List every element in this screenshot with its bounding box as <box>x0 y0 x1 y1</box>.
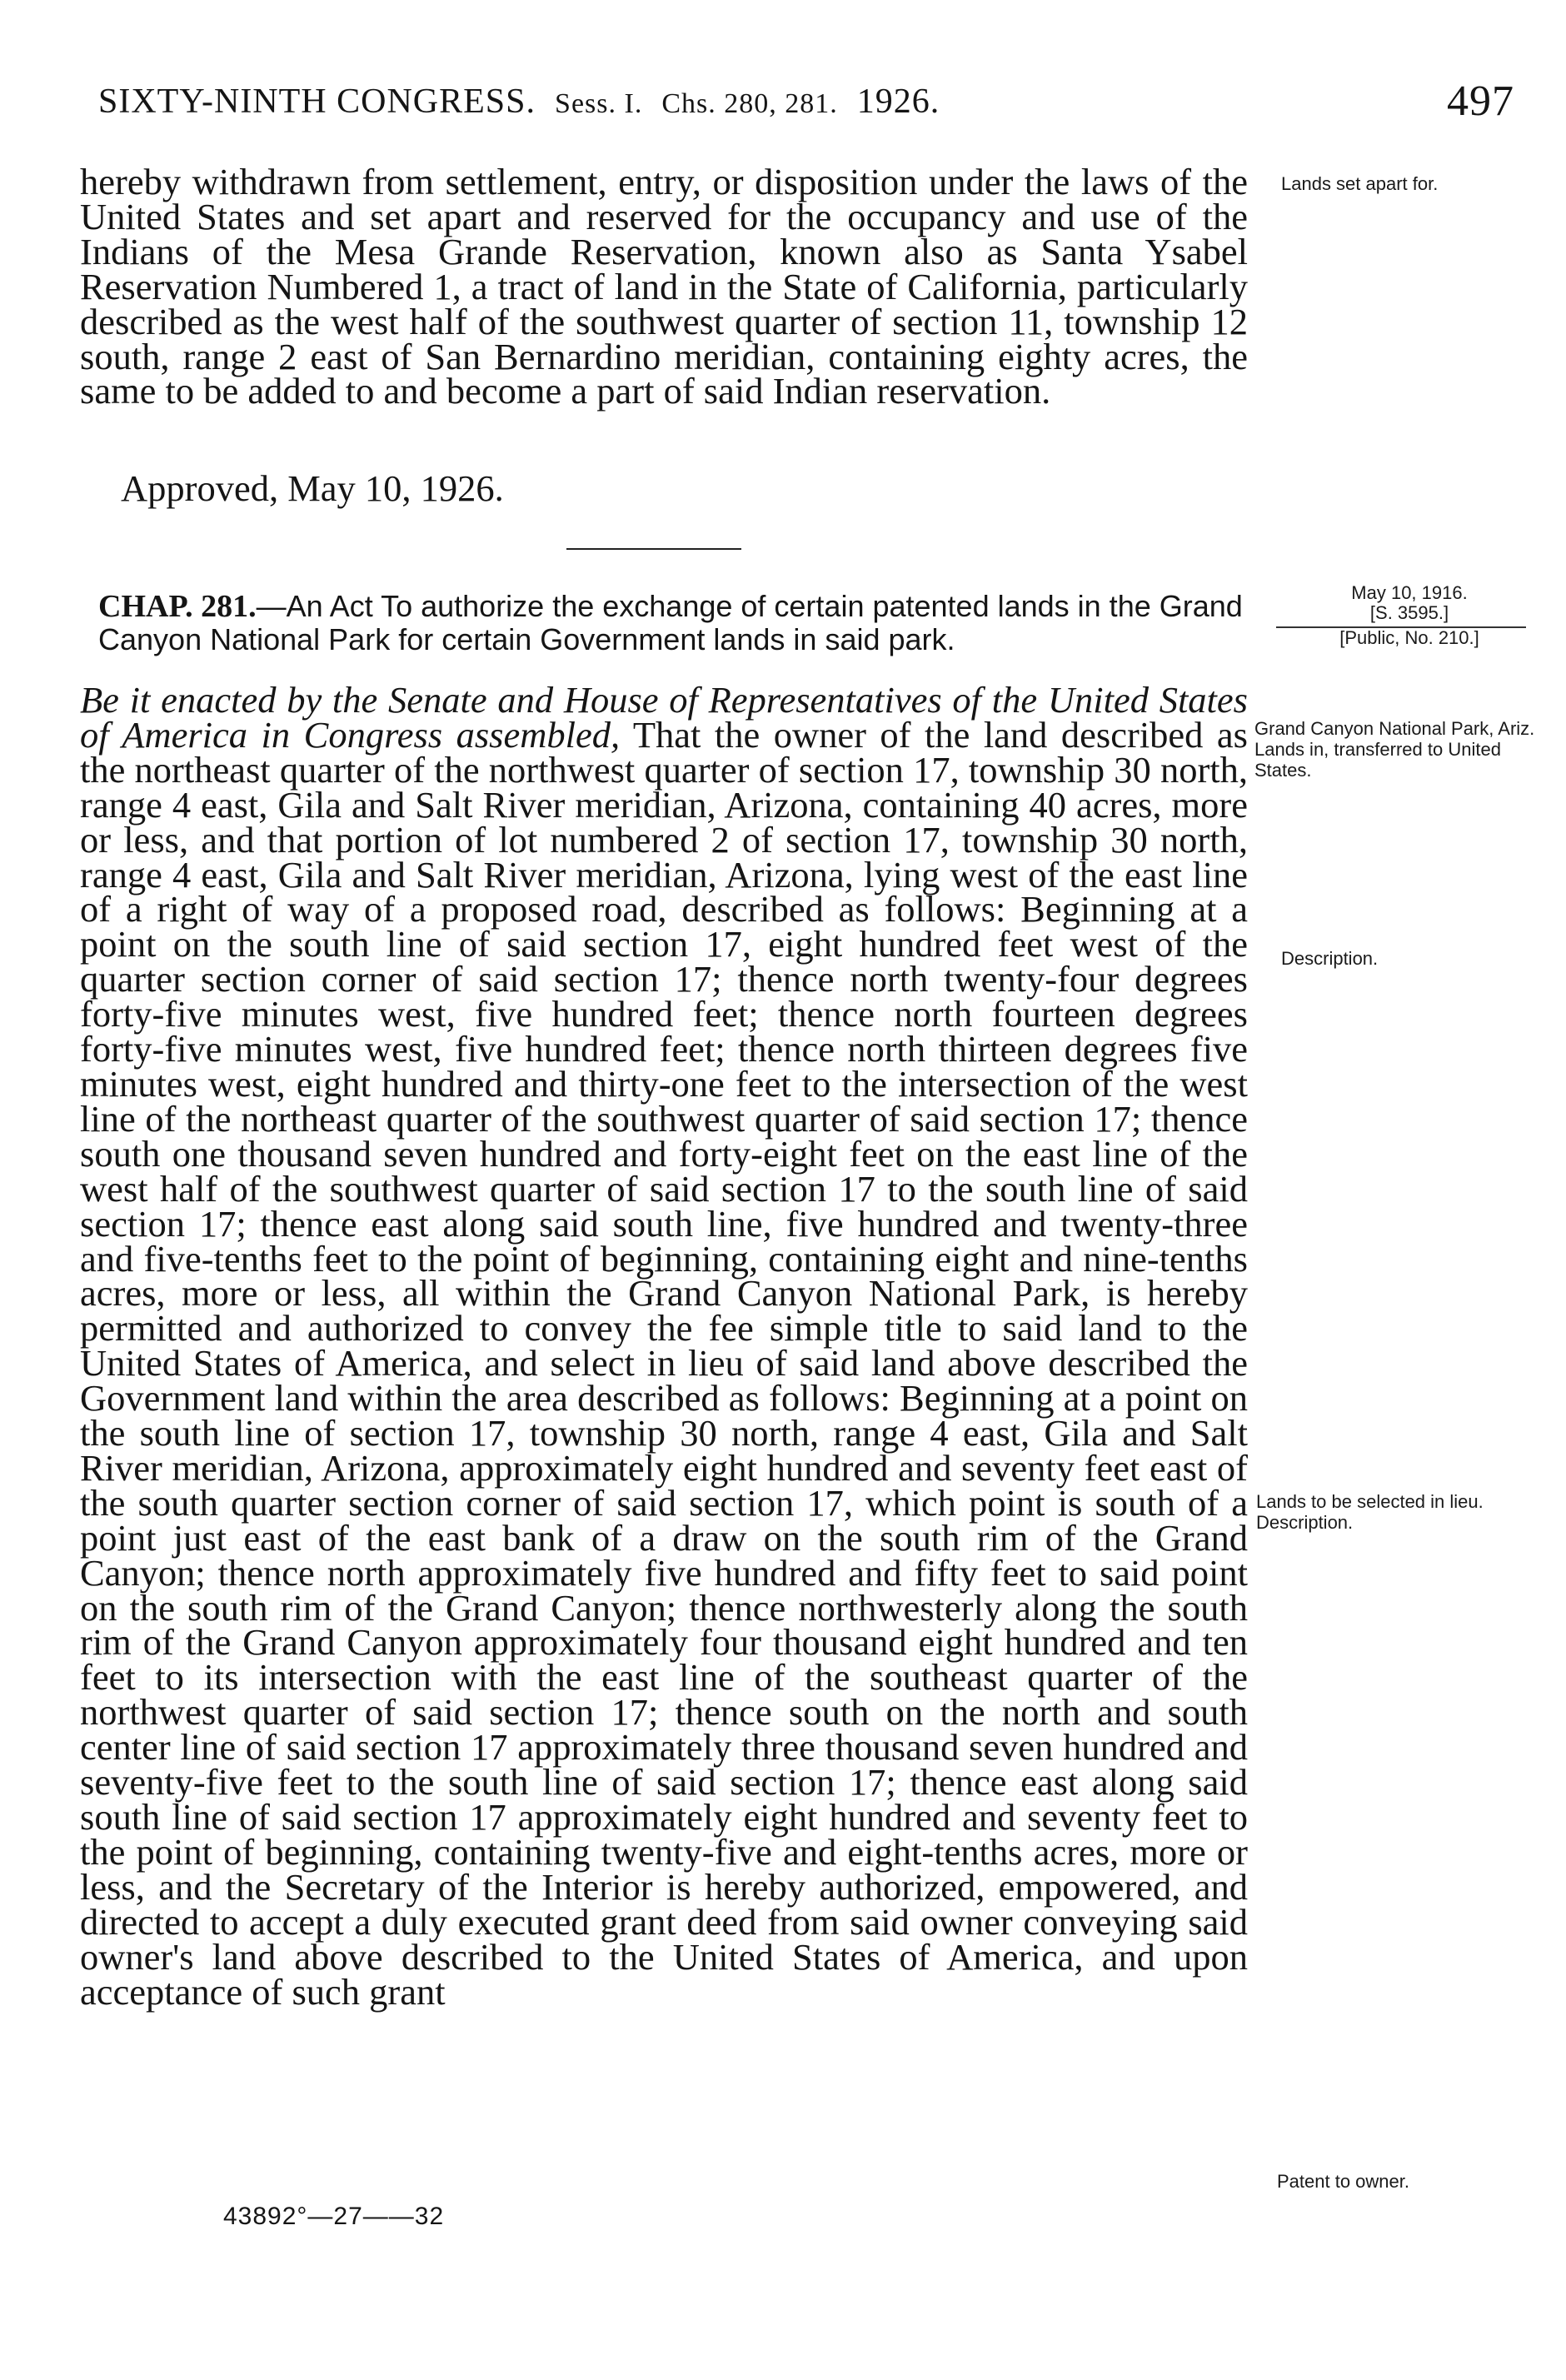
congress-title: SIXTY-NINTH CONGRESS. <box>98 82 536 121</box>
chapter-281-heading <box>98 590 1248 656</box>
chapter-281-text <box>80 679 1248 2013</box>
margin-description-2: Description. <box>1256 1512 1354 1533</box>
margin-note-description-1: Description. <box>1281 948 1379 969</box>
enacting-clause: Be it enacted by the Senate and House of Representatives of the United States of America in Congress assembled, <box>80 679 1248 756</box>
chapter-280-text <box>80 161 1248 412</box>
running-title <box>98 82 940 122</box>
margin-note-chapter-info <box>1293 583 1526 648</box>
margin-lands-transferred: Lands in, transferred to United States. <box>1254 739 1501 781</box>
chapter-label: CHAP. 281. <box>98 589 257 624</box>
year-label: 1926. <box>856 82 940 121</box>
running-header <box>98 77 1514 140</box>
chapter-281-paragraph <box>80 679 1248 2013</box>
page-number: 497 <box>1447 77 1514 125</box>
act-body: That the owner of the land described as the northeast quarter of the northwest quarter of section 17, township 30 north, range 4 east, Gila and Salt River meridian, Arizona, containing 40 acres, more or less, and that portion of lot numbered 2 of section 17, township 30 north, range 4 east, Gila and Salt River meridian, Arizona, lying west of the east line of a right of way of a proposed road, described as follows: Beginning at a point on the south line of said section 17, eight hundred feet west of the quarter section corner of said section 17; thence north twenty-four degrees forty-five minutes west, five hundred feet; thence north fourteen degrees forty-five minutes west, five hundred feet; thence north thirteen degrees five minutes west, eight hundred and thirty-one feet to the intersection of the west line of the northeast quarter of the southwest quarter of said section 17; thence south one thousand seven hundred and forty-eight feet on the east line of the west half of the southwest quarter of said section 17 to the south line of said section 17; thence east along said south line, five hundred and twenty-three and five-tenths feet to the point of beginning, containing eight and nine-tenths acres, more or less, all within the Grand Canyon National Park, is hereby permitted and authorized to convey the fee simple title to said land to the United States of America, and select in lieu of said land above described the Government land within the area described as follows: Beginning at a point on the south line of section 17, township 30 north, range 4 east, Gila and Salt River meridian, Arizona, approximately eight hundred and seventy feet east of the south quarter section corner of said section 17, which point is south of a point just east of the east bank of a draw on the south rim of the Grand Canyon; thence north approximately five hundred and fifty feet to said point on the south rim of the Grand Canyon; thence northwesterly along the south rim of the Grand Canyon approximately four thousand eight hundred and ten feet to its intersection with the east line of the southeast quarter of the northwest quarter of said section 17; thence south on the north and south center line of said section 17 approximately three thousand seven hundred and seventy-five feet to the south line of said section 17; thence east along said south line of said section 17 approximately eight hundred and seventy feet to the point of beginning, containing twenty-five and eight-tenths acres, more or less, and the Secretary of the Interior is hereby authorized, empowered, and directed to accept a duly executed grant deed from said owner conveying said owner's land above described to the United States of America, and upon acceptance of such grant <box>80 713 1248 2013</box>
margin-grand-canyon-title: Grand Canyon National Park, Ariz. <box>1254 718 1535 739</box>
margin-lands-selected: Lands to be selected in lieu. <box>1256 1491 1484 1512</box>
margin-note-lands-set-apart: Lands set apart for. <box>1281 173 1439 194</box>
approved-date: Approved, May 10, 1926. <box>121 467 504 509</box>
session-label: Sess. I. <box>555 88 643 119</box>
margin-note-lands-selected <box>1256 1491 1539 1533</box>
margin-date: May 10, 1916. <box>1351 582 1468 603</box>
chapter-280-paragraph: hereby withdrawn from settlement, entry, or disposition under the laws of the United States and set apart and reserved for the occupancy and use of the Indians of the Mesa Grande Reservation, known also as Santa Ysabel Reservation Numbered 1, a tract of land in the State of California, particularly described as the west half of the southwest quarter of section 11, township 12 south, range 2 east of San Bernardino meridian, containing eighty acres, the same to be added to and become a part of said Indian reservation. <box>80 161 1248 412</box>
margin-public-law: [Public, No. 210.] <box>1339 627 1479 648</box>
margin-bill-number: [S. 3595.] <box>1369 602 1449 623</box>
chapter-title: —An Act To authorize the exchange of certain patented lands in the Grand Canyon National Park for certain Government lands in said park. <box>98 589 1243 656</box>
chapter-divider <box>566 548 741 550</box>
margin-note-grand-canyon <box>1254 718 1538 781</box>
margin-note-patent: Patent to owner. <box>1277 2171 1409 2192</box>
chapters-label: Chs. 280, 281. <box>661 88 838 119</box>
printer-mark: 43892°—27——32 <box>223 2203 445 2230</box>
